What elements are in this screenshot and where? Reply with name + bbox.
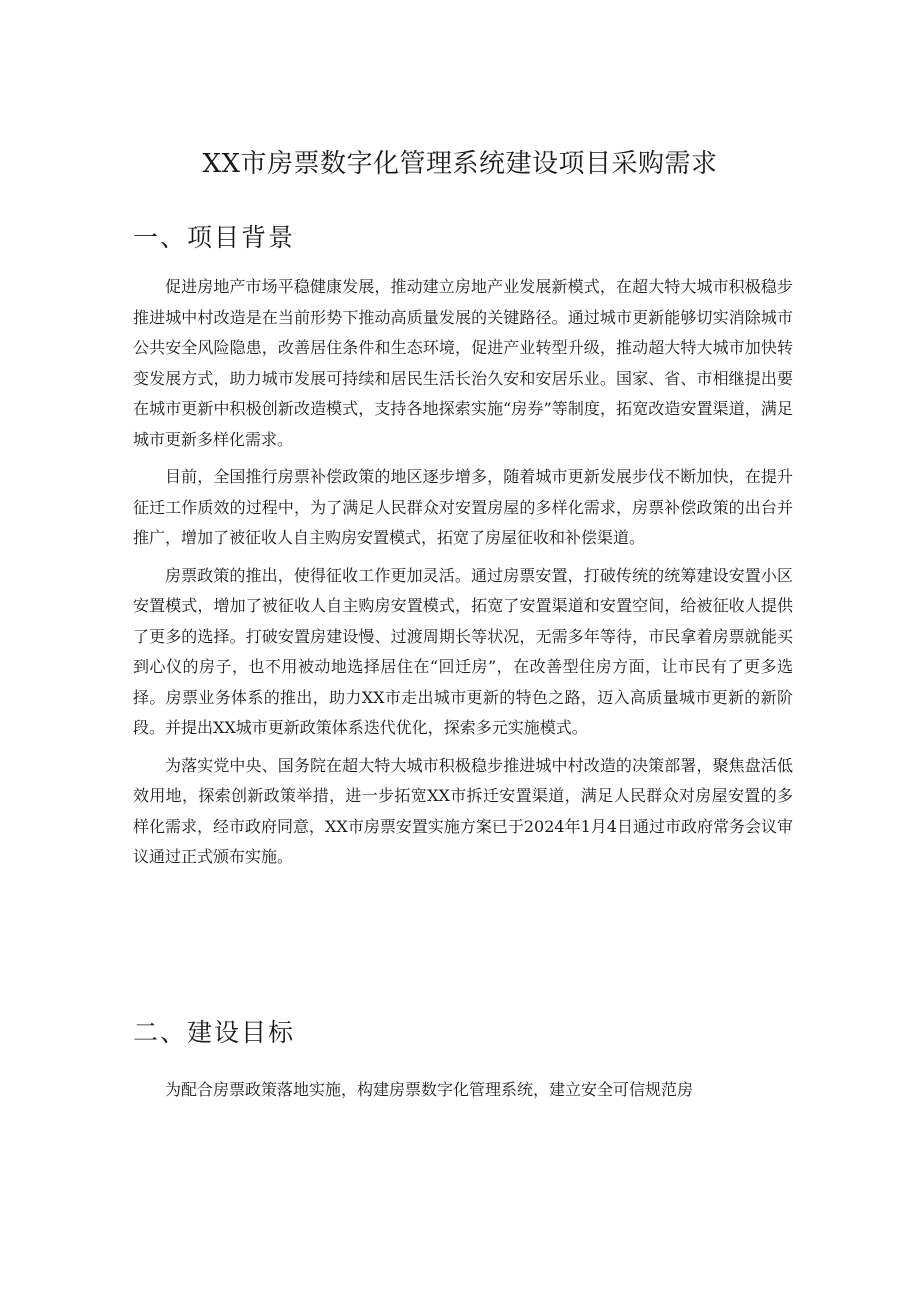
paragraph: 促进房地产市场平稳健康发展，推动建立房地产业发展新模式，在超大特大城市积极稳步推进城中村改造是在当前形势下推动高质量发展的关键路径。通过城市更新能够切实消除城市公共安全风险隐患，改善居住条件和生态环境，促进产业转型升级，推动超大特大城市加快转变发展方式，助力城市发展可持续和居民生活长治久安和安居乐业。国家、省、市相继提出要在城市更新中积极创新改造模式，支持各地探索实施“房券”等制度，拓宽改造安置渠道，满足城市更新多样化需求。 — [133, 277, 793, 449]
paragraph: 为落实党中央、国务院在超大特大城市积极稳步推进城中村改造的决策部署，聚焦盘活低效用地，探索创新政策举措，进一步拓宽XX市拆迁安置渠道，满足人民群众对房屋安置的多样化需求，经市政府同意，XX市房票安置实施方案已于2024年1月4日通过市政府常务会议审议通过正式颁布实施。 — [133, 755, 793, 866]
section-heading-background: 一、项目背景 — [133, 223, 296, 252]
section-body-background — [133, 272, 793, 880]
paragraph: 目前，全国推行房票补偿政策的地区逐步增多，随着城市更新发展步伐不断加快，在提升征迁工作质效的过程中，为了满足人民群众对安置房屋的多样化需求，房票补偿政策的出台并推广，增加了被征收人自主购房安置模式，拓宽了房屋征收和补偿渠道。 — [133, 467, 793, 547]
section-heading-goals: 二、建设目标 — [133, 1018, 296, 1047]
paragraph: 房票政策的推出，使得征收工作更加灵活。通过房票安置，打破传统的统筹建设安置小区安置模式，增加了被征收人自主购房安置模式，拓宽了安置渠道和安置空间，给被征收人提供了更多的选择。打破安置房建设慢、过渡周期长等状况，无需多年等待，市民拿着房票就能买到心仪的房子，也不用被动地选择居住在“回迁房”，在改善型住房方面，让市民有了更多选择。房票业务体系的推出，助力XX市走出城市更新的特色之路，迈入高质量城市更新的新阶段。并提出XX城市更新政策体系迭代优化，探索多元实施模式。 — [133, 565, 793, 737]
paragraph: 为配合房票政策落地实施，构建房票数字化管理系统，建立安全可信规范房 — [165, 1080, 694, 1099]
document-title: XX市房票数字化管理系统建设项目采购需求 — [202, 149, 718, 179]
section-body-goals — [133, 1075, 793, 1113]
